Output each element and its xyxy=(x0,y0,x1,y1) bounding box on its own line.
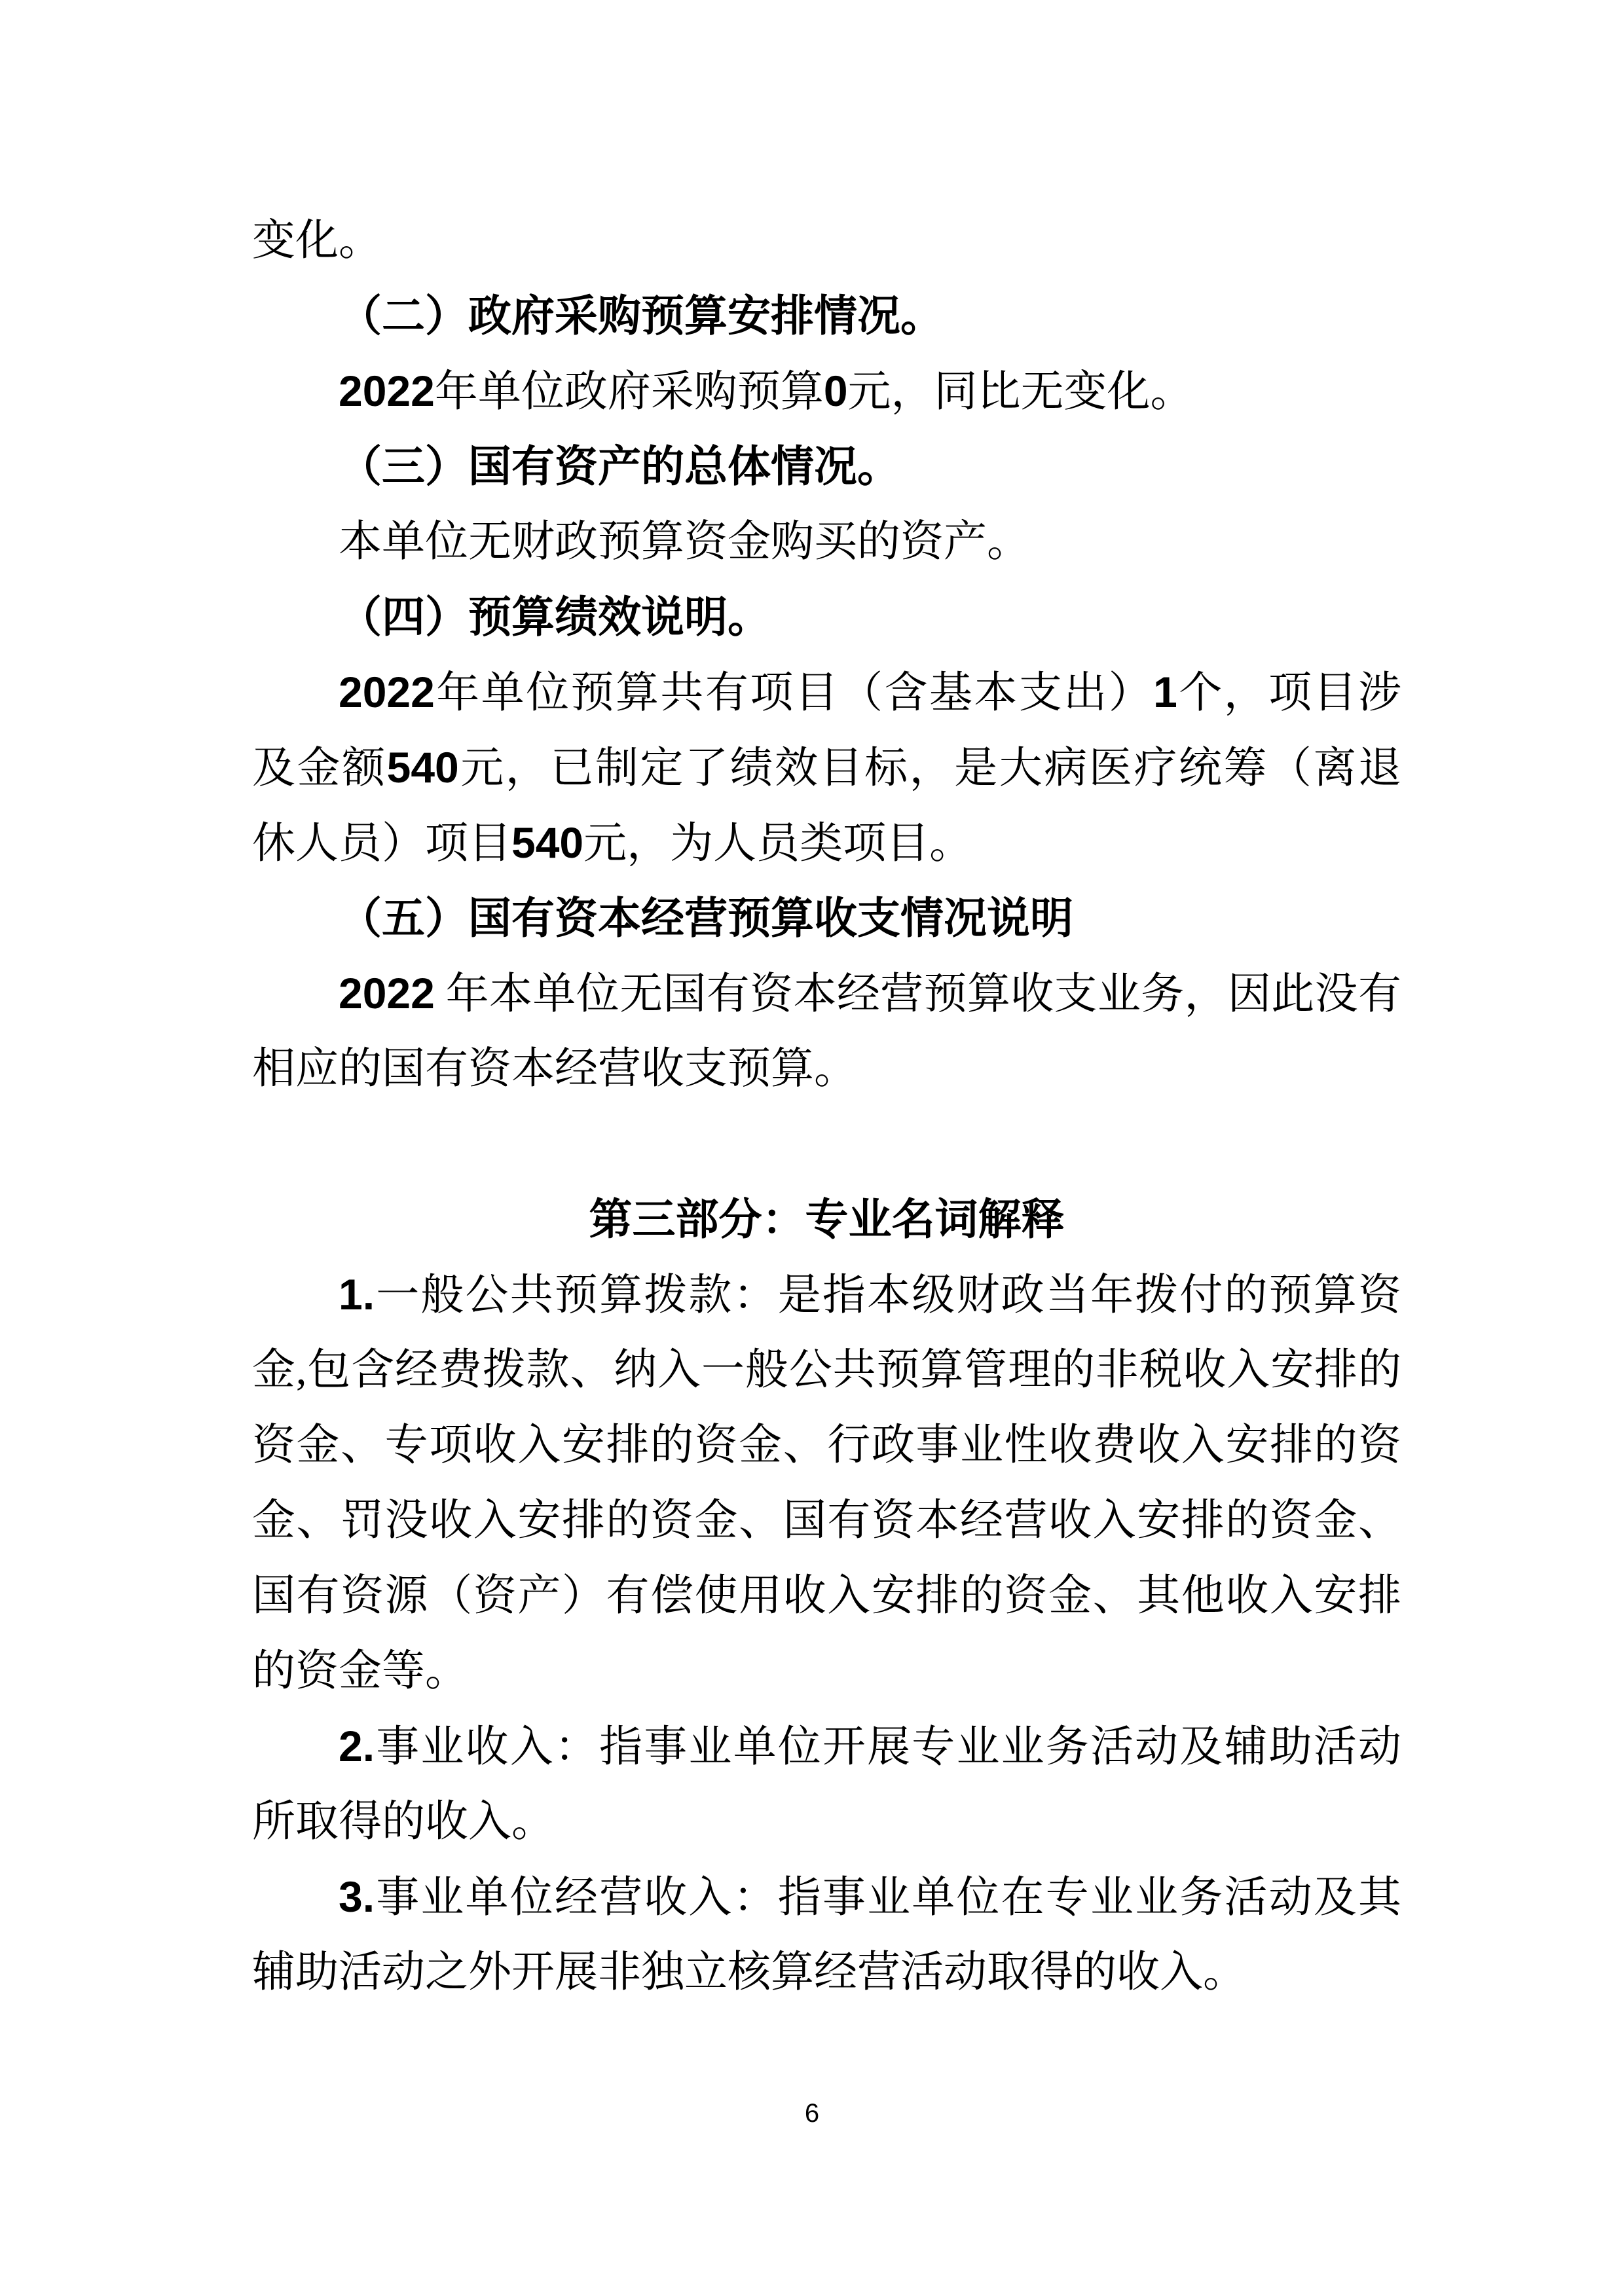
numeral: 2. xyxy=(339,1722,375,1770)
blank-line xyxy=(252,1106,1401,1182)
paragraph-line: 所取得的收入。 xyxy=(252,1798,555,1846)
paragraph-line: 金,包含经费拨款、纳入一般公共预算管理的非税收入安排的 xyxy=(252,1346,1401,1394)
subsection-heading: （二）政府采购预算安排情况。 xyxy=(339,291,944,340)
numeral: 3. xyxy=(339,1872,375,1921)
paragraph-line: 及金额540元，已制定了绩效目标，是大病医疗统筹（离退 xyxy=(252,743,1401,792)
paragraph-line: 休人员）项目540元，为人员类项目。 xyxy=(252,818,973,867)
numeral: 2022 xyxy=(339,668,435,716)
paragraph-line: 辅助活动之外开展非独立核算经营活动取得的收入。 xyxy=(252,1948,1246,1996)
paragraph-line: 2022年单位预算共有项目（含基本支出）1个，项目涉 xyxy=(339,668,1401,717)
paragraph-line: 2.事业收入：指事业单位开展专业业务活动及辅助活动 xyxy=(339,1722,1401,1771)
subsection-heading: （五）国有资本经营预算收支情况说明 xyxy=(339,894,1073,942)
numeral: 2022 xyxy=(339,367,435,415)
page-number: 6 xyxy=(804,2099,820,2128)
paragraph-line: 2022年单位政府采购预算0元，同比无变化。 xyxy=(339,367,1194,416)
paragraph-line: 变化。 xyxy=(252,217,382,264)
paragraph-line: 的资金等。 xyxy=(252,1647,468,1695)
paragraph-line: 金、罚没收入安排的资金、国有资本经营收入安排的资金、 xyxy=(252,1497,1401,1544)
numeral: 1. xyxy=(339,1270,375,1319)
paragraph-line: 国有资源（资产）有偿使用收入安排的资金、其他收入安排 xyxy=(252,1572,1401,1620)
numeral: 2022 xyxy=(339,969,435,1017)
subsection-heading: （三）国有资产的总体情况。 xyxy=(339,442,900,490)
subsection-heading: （四）预算绩效说明。 xyxy=(339,592,771,641)
paragraph-line: 相应的国有资本经营收支预算。 xyxy=(252,1045,857,1093)
numeral: 540 xyxy=(386,743,459,792)
numeral: 0 xyxy=(823,367,848,415)
paragraph-line: 1.一般公共预算拨款：是指本级财政当年拨付的预算资 xyxy=(339,1270,1401,1319)
paragraph-line: 本单位无财政预算资金购买的资产。 xyxy=(339,518,1030,566)
document-body xyxy=(252,203,1401,2010)
numeral: 540 xyxy=(511,818,584,867)
paragraph-line: 资金、专项收入安排的资金、行政事业性收费收入安排的资 xyxy=(252,1421,1401,1469)
paragraph-line: 2022 年本单位无国有资本经营预算收支业务，因此没有 xyxy=(339,969,1401,1018)
numeral: 1 xyxy=(1153,668,1177,716)
section-title: 第三部分：专业名词解释 xyxy=(589,1195,1065,1243)
paragraph-line: 3.事业单位经营收入：指事业单位在专业业务活动及其 xyxy=(339,1872,1401,1922)
